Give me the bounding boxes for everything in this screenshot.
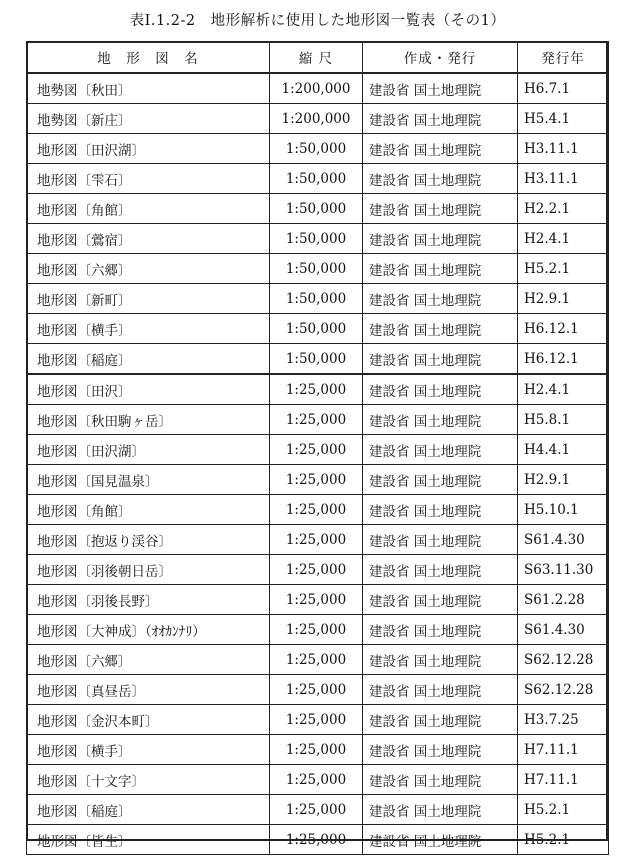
scale-cell: 1:50,000	[270, 254, 363, 284]
table-row	[27, 73, 609, 104]
scale-cell: 1:200,000	[270, 104, 363, 134]
table-row	[27, 705, 609, 735]
table-row	[27, 224, 609, 254]
year-cell: H2.4.1	[518, 224, 609, 254]
map-name-cell: 地形図〔大神成〕（ｵｵｶﾝﾅﾘ）	[27, 615, 270, 645]
year-cell: H2.2.1	[518, 194, 609, 224]
scale-cell: 1:25,000	[270, 735, 363, 765]
map-name-cell: 地形図〔新町〕	[27, 284, 270, 314]
map-name-cell: 地形図〔鶯宿〕	[27, 224, 270, 254]
table-row	[27, 435, 609, 465]
year-cell: H6.12.1	[518, 344, 609, 375]
map-name-cell: 地形図〔抱返り渓谷〕	[27, 525, 270, 555]
year-cell: H6.7.1	[518, 73, 609, 104]
table-row	[27, 374, 609, 405]
publisher-cell: 建設省 国土地理院	[363, 555, 518, 585]
scale-cell: 1:25,000	[270, 435, 363, 465]
table-title: 表Ⅰ.1.2-2 地形解析に使用した地形図一覧表（その1）	[129, 13, 506, 29]
table-row	[27, 134, 609, 164]
scale-cell: 1:50,000	[270, 194, 363, 224]
year-cell: H4.4.1	[518, 435, 609, 465]
table-row	[27, 314, 609, 344]
scale-cell: 1:25,000	[270, 405, 363, 435]
publisher-cell: 建設省 国土地理院	[363, 495, 518, 525]
header-publisher: 作成・発行	[363, 42, 518, 74]
table-row	[27, 675, 609, 705]
year-cell: H5.2.1	[518, 825, 609, 855]
table-row	[27, 284, 609, 314]
publisher-cell: 建設省 国土地理院	[363, 284, 518, 314]
map-name-cell: 地形図〔稲庭〕	[27, 795, 270, 825]
map-name-cell: 地形図〔横手〕	[27, 314, 270, 344]
scale-cell: 1:25,000	[270, 495, 363, 525]
table-row	[27, 585, 609, 615]
publisher-cell: 建設省 国土地理院	[363, 224, 518, 254]
year-cell: H2.4.1	[518, 374, 609, 405]
publisher-cell: 建設省 国土地理院	[363, 645, 518, 675]
map-name-cell: 地勢図〔新庄〕	[27, 104, 270, 134]
table-row	[27, 735, 609, 765]
publisher-cell: 建設省 国土地理院	[363, 164, 518, 194]
scale-cell: 1:25,000	[270, 765, 363, 795]
table-row	[27, 525, 609, 555]
scale-cell: 1:25,000	[270, 825, 363, 855]
map-name-cell: 地形図〔角館〕	[27, 495, 270, 525]
publisher-cell: 建設省 国土地理院	[363, 585, 518, 615]
table-row	[27, 254, 609, 284]
scale-cell: 1:25,000	[270, 645, 363, 675]
scale-cell: 1:50,000	[270, 164, 363, 194]
scale-cell: 1:50,000	[270, 314, 363, 344]
table-row	[27, 615, 609, 645]
map-name-cell: 地形図〔皆生〕	[27, 825, 270, 855]
map-name-cell: 地形図〔六郷〕	[27, 645, 270, 675]
year-cell: H2.9.1	[518, 284, 609, 314]
publisher-cell: 建設省 国土地理院	[363, 825, 518, 855]
map-name-cell: 地勢図〔秋田〕	[27, 73, 270, 104]
table-row	[27, 825, 609, 855]
publisher-cell: 建設省 国土地理院	[363, 405, 518, 435]
table-row	[27, 465, 609, 495]
year-cell: S62.12.28	[518, 675, 609, 705]
year-cell: H3.7.25	[518, 705, 609, 735]
publisher-cell: 建設省 国土地理院	[363, 344, 518, 375]
map-name-cell: 地形図〔真昼岳〕	[27, 675, 270, 705]
table-row	[27, 495, 609, 525]
year-cell: H5.10.1	[518, 495, 609, 525]
year-cell: H5.2.1	[518, 254, 609, 284]
year-cell: S63.11.30	[518, 555, 609, 585]
map-name-cell: 地形図〔六郷〕	[27, 254, 270, 284]
publisher-cell: 建設省 国土地理院	[363, 705, 518, 735]
map-name-cell: 地形図〔羽後長野〕	[27, 585, 270, 615]
publisher-cell: 建設省 国土地理院	[363, 465, 518, 495]
map-name-cell: 地形図〔雫石〕	[27, 164, 270, 194]
scale-cell: 1:25,000	[270, 705, 363, 735]
publisher-cell: 建設省 国土地理院	[363, 194, 518, 224]
scale-cell: 1:50,000	[270, 224, 363, 254]
map-name-cell: 地形図〔角館〕	[27, 194, 270, 224]
year-cell: H5.2.1	[518, 795, 609, 825]
table-row	[27, 164, 609, 194]
table-row	[27, 104, 609, 134]
year-cell: H7.11.1	[518, 765, 609, 795]
scale-cell: 1:50,000	[270, 284, 363, 314]
scale-cell: 1:50,000	[270, 134, 363, 164]
year-cell: S61.2.28	[518, 585, 609, 615]
year-cell: H5.8.1	[518, 405, 609, 435]
header-year: 発行年	[518, 42, 609, 74]
year-cell: H6.12.1	[518, 314, 609, 344]
map-name-cell: 地形図〔横手〕	[27, 735, 270, 765]
map-name-cell: 地形図〔国見温泉〕	[27, 465, 270, 495]
publisher-cell: 建設省 国土地理院	[363, 254, 518, 284]
publisher-cell: 建設省 国土地理院	[363, 374, 518, 405]
table-row	[27, 795, 609, 825]
table-row	[27, 645, 609, 675]
map-name-cell: 地形図〔金沢本町〕	[27, 705, 270, 735]
publisher-cell: 建設省 国土地理院	[363, 615, 518, 645]
scale-cell: 1:200,000	[270, 73, 363, 104]
map-name-cell: 地形図〔稲庭〕	[27, 344, 270, 375]
publisher-cell: 建設省 国土地理院	[363, 525, 518, 555]
table-row	[27, 555, 609, 585]
map-list-table	[26, 41, 609, 855]
map-name-cell: 地形図〔田沢〕	[27, 374, 270, 405]
scale-cell: 1:25,000	[270, 465, 363, 495]
map-name-cell: 地形図〔十文字〕	[27, 765, 270, 795]
publisher-cell: 建設省 国土地理院	[363, 795, 518, 825]
publisher-cell: 建設省 国土地理院	[363, 73, 518, 104]
publisher-cell: 建設省 国土地理院	[363, 675, 518, 705]
scale-cell: 1:25,000	[270, 555, 363, 585]
publisher-cell: 建設省 国土地理院	[363, 104, 518, 134]
scale-cell: 1:50,000	[270, 344, 363, 375]
map-name-cell: 地形図〔秋田駒ヶ岳〕	[27, 405, 270, 435]
table-row	[27, 405, 609, 435]
table-header-row	[27, 42, 609, 74]
publisher-cell: 建設省 国土地理院	[363, 735, 518, 765]
scale-cell: 1:25,000	[270, 585, 363, 615]
publisher-cell: 建設省 国土地理院	[363, 765, 518, 795]
map-name-cell: 地形図〔田沢湖〕	[27, 134, 270, 164]
year-cell: H7.11.1	[518, 735, 609, 765]
map-name-cell: 地形図〔羽後朝日岳〕	[27, 555, 270, 585]
scale-cell: 1:25,000	[270, 795, 363, 825]
publisher-cell: 建設省 国土地理院	[363, 314, 518, 344]
header-scale: 縮 尺	[270, 42, 363, 74]
publisher-cell: 建設省 国土地理院	[363, 435, 518, 465]
year-cell: H2.9.1	[518, 465, 609, 495]
year-cell: S62.12.28	[518, 645, 609, 675]
scale-cell: 1:25,000	[270, 675, 363, 705]
table-row	[27, 765, 609, 795]
year-cell: H5.4.1	[518, 104, 609, 134]
table-row	[27, 344, 609, 375]
table-row	[27, 194, 609, 224]
scale-cell: 1:25,000	[270, 615, 363, 645]
scale-cell: 1:25,000	[270, 525, 363, 555]
header-map-name: 地 形 図 名	[27, 42, 270, 74]
year-cell: S61.4.30	[518, 615, 609, 645]
year-cell: S61.4.30	[518, 525, 609, 555]
publisher-cell: 建設省 国土地理院	[363, 134, 518, 164]
map-name-cell: 地形図〔田沢湖〕	[27, 435, 270, 465]
scale-cell: 1:25,000	[270, 374, 363, 405]
table-body	[27, 73, 609, 855]
year-cell: H3.11.1	[518, 134, 609, 164]
year-cell: H3.11.1	[518, 164, 609, 194]
